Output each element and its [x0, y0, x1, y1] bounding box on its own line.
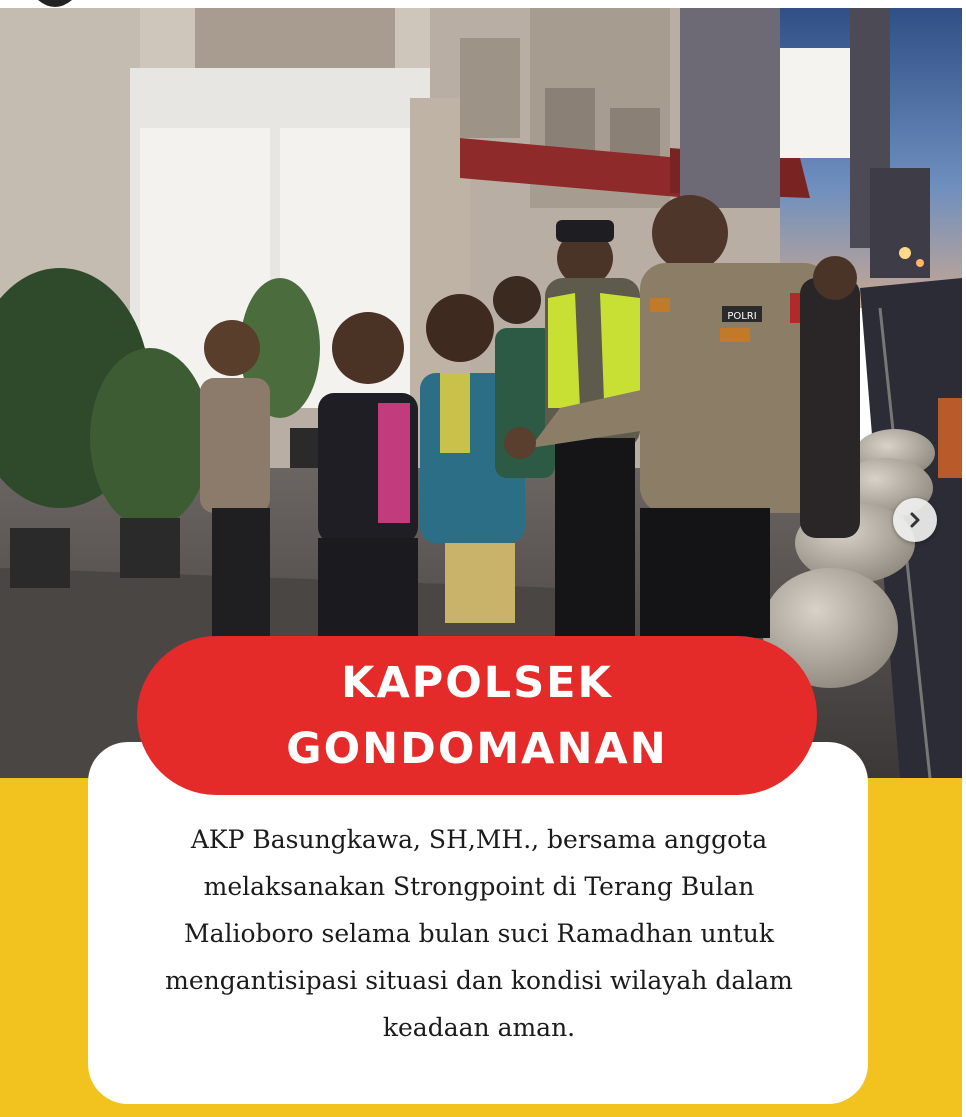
caption-line: AKP Basungkawa, SH,MH., bersama anggota [190, 825, 768, 854]
caption-line: Malioboro selama bulan suci Ramadhan untuk [183, 919, 775, 948]
title-line-1: KAPOLSEK [341, 658, 613, 708]
frame-edge [962, 0, 966, 1117]
next-slide-button[interactable] [893, 498, 937, 542]
corner-fragment-icon [38, 0, 72, 10]
caption-line: keadaan aman. [382, 1013, 576, 1042]
caption-line: melaksanakan Strongpoint di Terang Bulan [203, 872, 755, 901]
caption-text [98, 816, 860, 1051]
title-line-2: GONDOMANAN [286, 724, 668, 774]
caption-line: mengantisipasi situasi dan kondisi wilayah dalam [165, 966, 793, 995]
uniform-label: POLRI [727, 311, 757, 322]
chevron-right-icon [905, 510, 925, 530]
